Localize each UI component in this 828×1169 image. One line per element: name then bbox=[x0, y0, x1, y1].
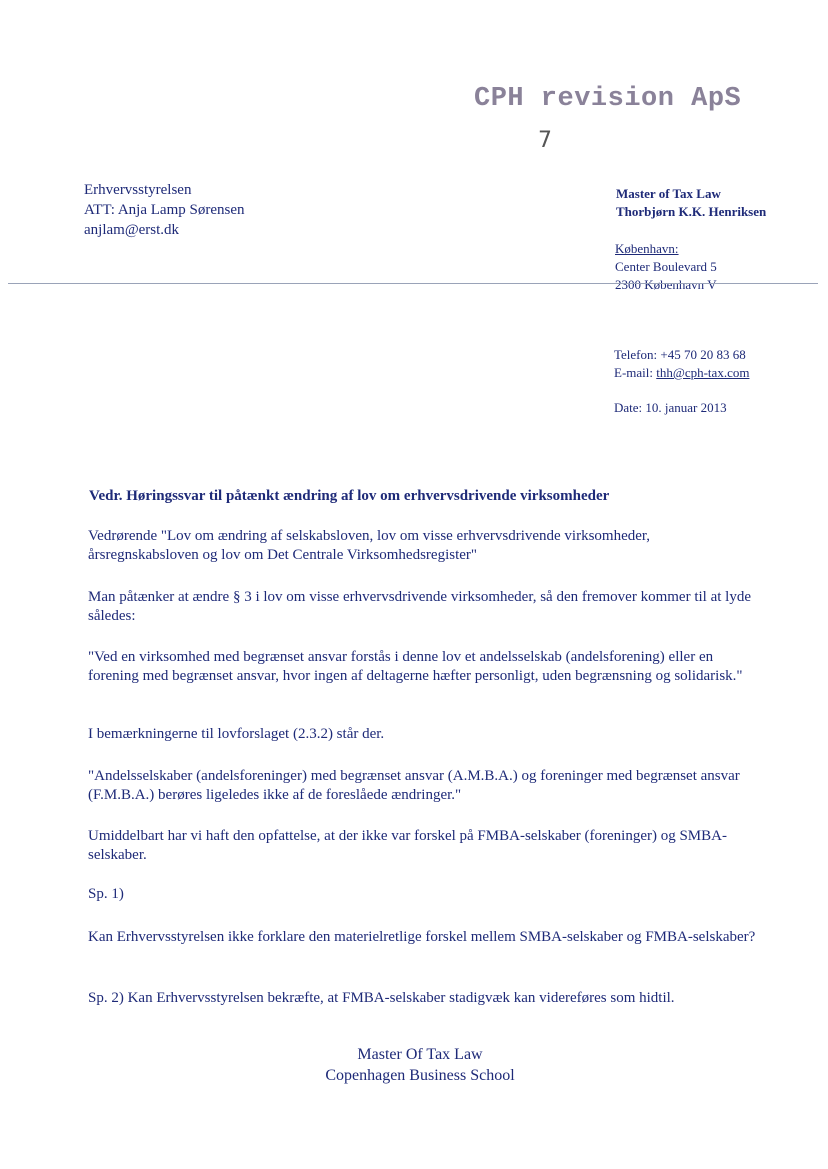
paragraph-2: Man påtænker at ændre § 3 i lov om visse erhvervsdrivende virksomheder, så den fremover kommer til at lyde således: bbox=[88, 589, 751, 624]
closing-signature bbox=[280, 1044, 560, 1086]
sender-title: Master of Tax Law bbox=[616, 186, 721, 201]
closing-title: Master Of Tax Law bbox=[357, 1046, 483, 1063]
email-label: E-mail: bbox=[614, 365, 653, 380]
recipient-org: Erhvervsstyrelsen bbox=[84, 182, 192, 198]
paragraph-1: Vedrørende "Lov om ændring af selskabsloven, lov om visse erhvervsdrivende virksomheder, årsregnskabsloven og lov om Det Centrale Virksomhedsregister" bbox=[88, 528, 651, 563]
sender-street: Center Boulevard 5 bbox=[615, 259, 717, 274]
sender-phone: Telefon: +45 70 20 83 68 bbox=[614, 347, 746, 362]
sender-email[interactable]: thh@cph-tax.com bbox=[656, 365, 750, 380]
recipient-email: anjlam@erst.dk bbox=[84, 222, 180, 238]
letter-subject: Vedr. Høringssvar til påtænkt ændring af lov om erhvervsdrivende virksomheder bbox=[89, 488, 610, 504]
handwritten-page-mark: 7 bbox=[538, 128, 552, 153]
recipient-attention: ATT: Anja Lamp Sørensen bbox=[84, 202, 245, 218]
paragraph-8: Kan Erhvervsstyrelsen ikke forklare den materielretlige forskel mellem SMBA-selskaber og FMBA-selskaber? bbox=[88, 929, 756, 945]
closing-school: Copenhagen Business School bbox=[325, 1067, 515, 1084]
paragraph-7: Sp. 1) bbox=[88, 886, 124, 902]
company-letterhead: CPH revision ApS bbox=[474, 84, 742, 114]
letter-date: Date: 10. januar 2013 bbox=[614, 400, 727, 415]
paragraph-3: "Ved en virksomhed med begrænset ansvar forstås i denne lov et andelsselskab (andelsforening) eller en forening med begrænset ansvar, hvor ingen af deltagerne hæfter personligt, uden begrænsning og solidarisk." bbox=[88, 649, 743, 684]
sender-postal: 2300 København V bbox=[615, 277, 717, 292]
sender-email-line bbox=[614, 364, 749, 382]
header-divider bbox=[8, 283, 818, 284]
sender-block bbox=[616, 185, 766, 221]
paragraph-6: Umiddelbart har vi haft den opfattelse, at der ikke var forskel på FMBA-selskaber (foreninger) og SMBA-selskaber. bbox=[88, 828, 727, 863]
paragraph-9: Sp. 2) Kan Erhvervsstyrelsen bekræfte, at FMBA-selskaber stadigvæk kan videreføres som hidtil. bbox=[88, 990, 675, 1006]
sender-name: Thorbjørn K.K. Henriksen bbox=[616, 204, 767, 219]
sender-contact bbox=[614, 346, 749, 382]
paragraph-5: "Andelsselskaber (andelsforeninger) med begrænset ansvar (A.M.B.A.) og foreninger med begrænset ansvar (F.M.B.A.) berøres ligeledes ikke af de foreslåede ændringer." bbox=[88, 768, 740, 803]
paragraph-4: I bemærkningerne til lovforslaget (2.3.2) står der. bbox=[88, 726, 385, 742]
recipient-block bbox=[84, 180, 244, 240]
sender-address bbox=[615, 240, 717, 294]
sender-city-heading: København: bbox=[615, 241, 679, 256]
